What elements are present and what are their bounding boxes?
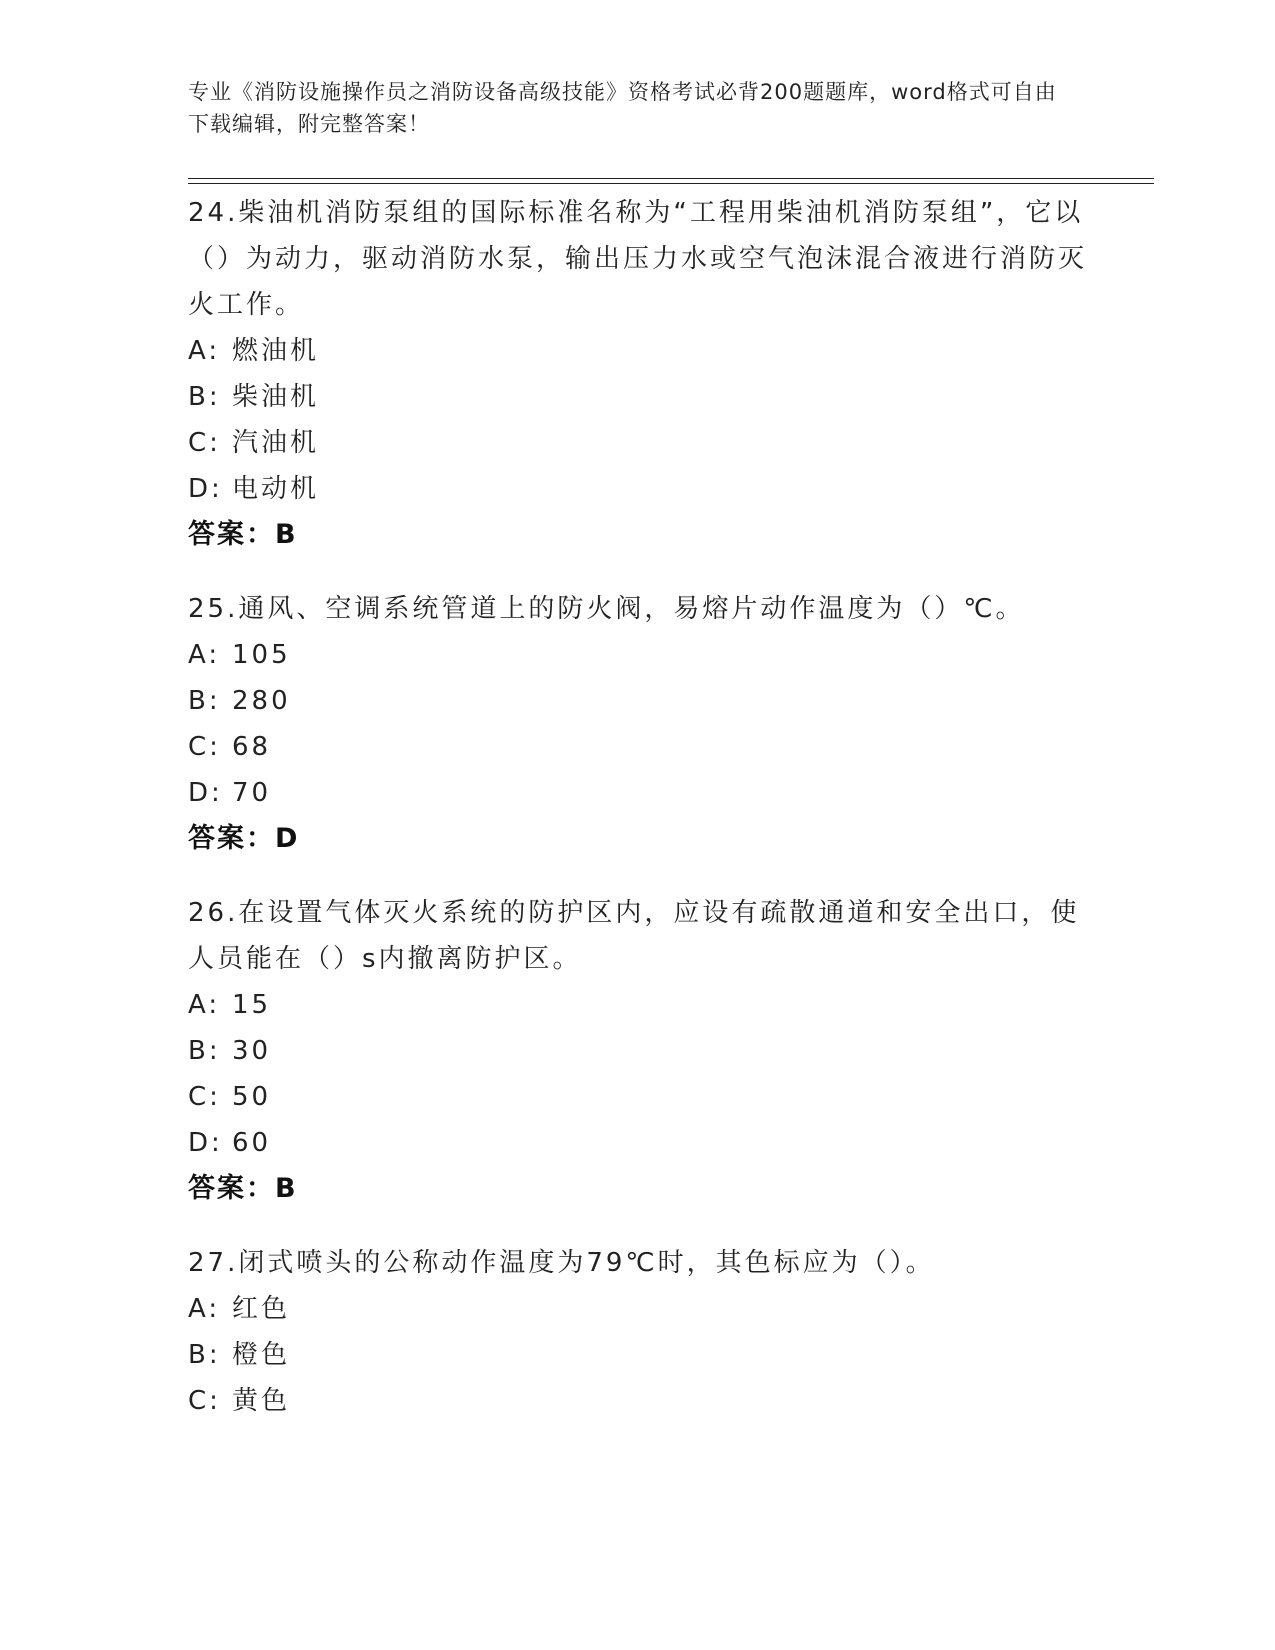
option-letter: C: (188, 1082, 221, 1112)
option-text: 60 (232, 1128, 272, 1158)
option-letter: C: (188, 1386, 221, 1416)
option-a (188, 982, 1088, 1028)
question-text: 24.柴油机消防泵组的国际标准名称为“工程用柴油机消防泵组”，它以（）为动力，驱动消防水泵，输出压力水或空气泡沫混合液进行消防灭火工作。 (188, 198, 1088, 320)
question-25 (188, 586, 1088, 862)
option-d (188, 466, 1088, 512)
option-b (188, 678, 1088, 724)
option-letter: D: (188, 474, 223, 504)
option-a (188, 1286, 1088, 1332)
option-letter: A: (188, 990, 221, 1020)
option-b (188, 1332, 1088, 1378)
option-d (188, 1120, 1088, 1166)
option-letter: A: (188, 336, 221, 366)
option-text: 黄色 (232, 1386, 291, 1416)
header-rule-bottom (188, 183, 1154, 184)
option-a (188, 328, 1088, 374)
option-letter: C: (188, 428, 221, 458)
question-27 (188, 1240, 1088, 1424)
question-text: 27.闭式喷头的公称动作温度为79℃时，其色标应为（）。 (188, 1248, 935, 1278)
option-text: 70 (232, 778, 272, 808)
question-26 (188, 890, 1088, 1212)
option-letter: B: (188, 1340, 221, 1370)
option-c (188, 420, 1088, 466)
answer-label: 答案：B (188, 1173, 298, 1204)
option-text: 15 (232, 990, 272, 1020)
option-text: 柴油机 (232, 382, 320, 412)
option-letter: A: (188, 1294, 221, 1324)
option-b (188, 1028, 1088, 1074)
question-list (188, 190, 1088, 1452)
option-letter: B: (188, 1036, 221, 1066)
option-text: 280 (232, 686, 291, 716)
option-letter: B: (188, 382, 221, 412)
option-letter: B: (188, 686, 221, 716)
option-text: 电动机 (232, 474, 320, 504)
option-text: 汽油机 (232, 428, 320, 458)
question-text: 26.在设置气体灭火系统的防护区内，应设有疏散通道和安全出口，使人员能在（）s内撤离防护区。 (188, 898, 1080, 974)
option-c (188, 1074, 1088, 1120)
option-letter: D: (188, 1128, 223, 1158)
option-b (188, 374, 1088, 420)
question-text: 25.通风、空调系统管道上的防火阀，易熔片动作温度为（）℃。 (188, 594, 1025, 624)
option-letter: D: (188, 778, 223, 808)
option-text: 燃油机 (232, 336, 320, 366)
question-24 (188, 190, 1088, 558)
answer-label: 答案：B (188, 519, 298, 550)
option-text: 68 (232, 732, 272, 762)
option-d (188, 770, 1088, 816)
header-rule-top (188, 178, 1154, 179)
document-header: 专业《消防设施操作员之消防设备高级技能》资格考试必背200题题库，word格式可自由下载编辑，附完整答案！ (188, 80, 1057, 136)
option-c (188, 1378, 1088, 1424)
option-letter: A: (188, 640, 221, 670)
option-text: 30 (232, 1036, 272, 1066)
option-c (188, 724, 1088, 770)
option-text: 橙色 (232, 1340, 291, 1370)
option-text: 105 (232, 640, 291, 670)
option-text: 50 (232, 1082, 272, 1112)
option-letter: C: (188, 732, 221, 762)
option-a (188, 632, 1088, 678)
option-text: 红色 (232, 1294, 291, 1324)
answer-label: 答案：D (188, 823, 300, 854)
